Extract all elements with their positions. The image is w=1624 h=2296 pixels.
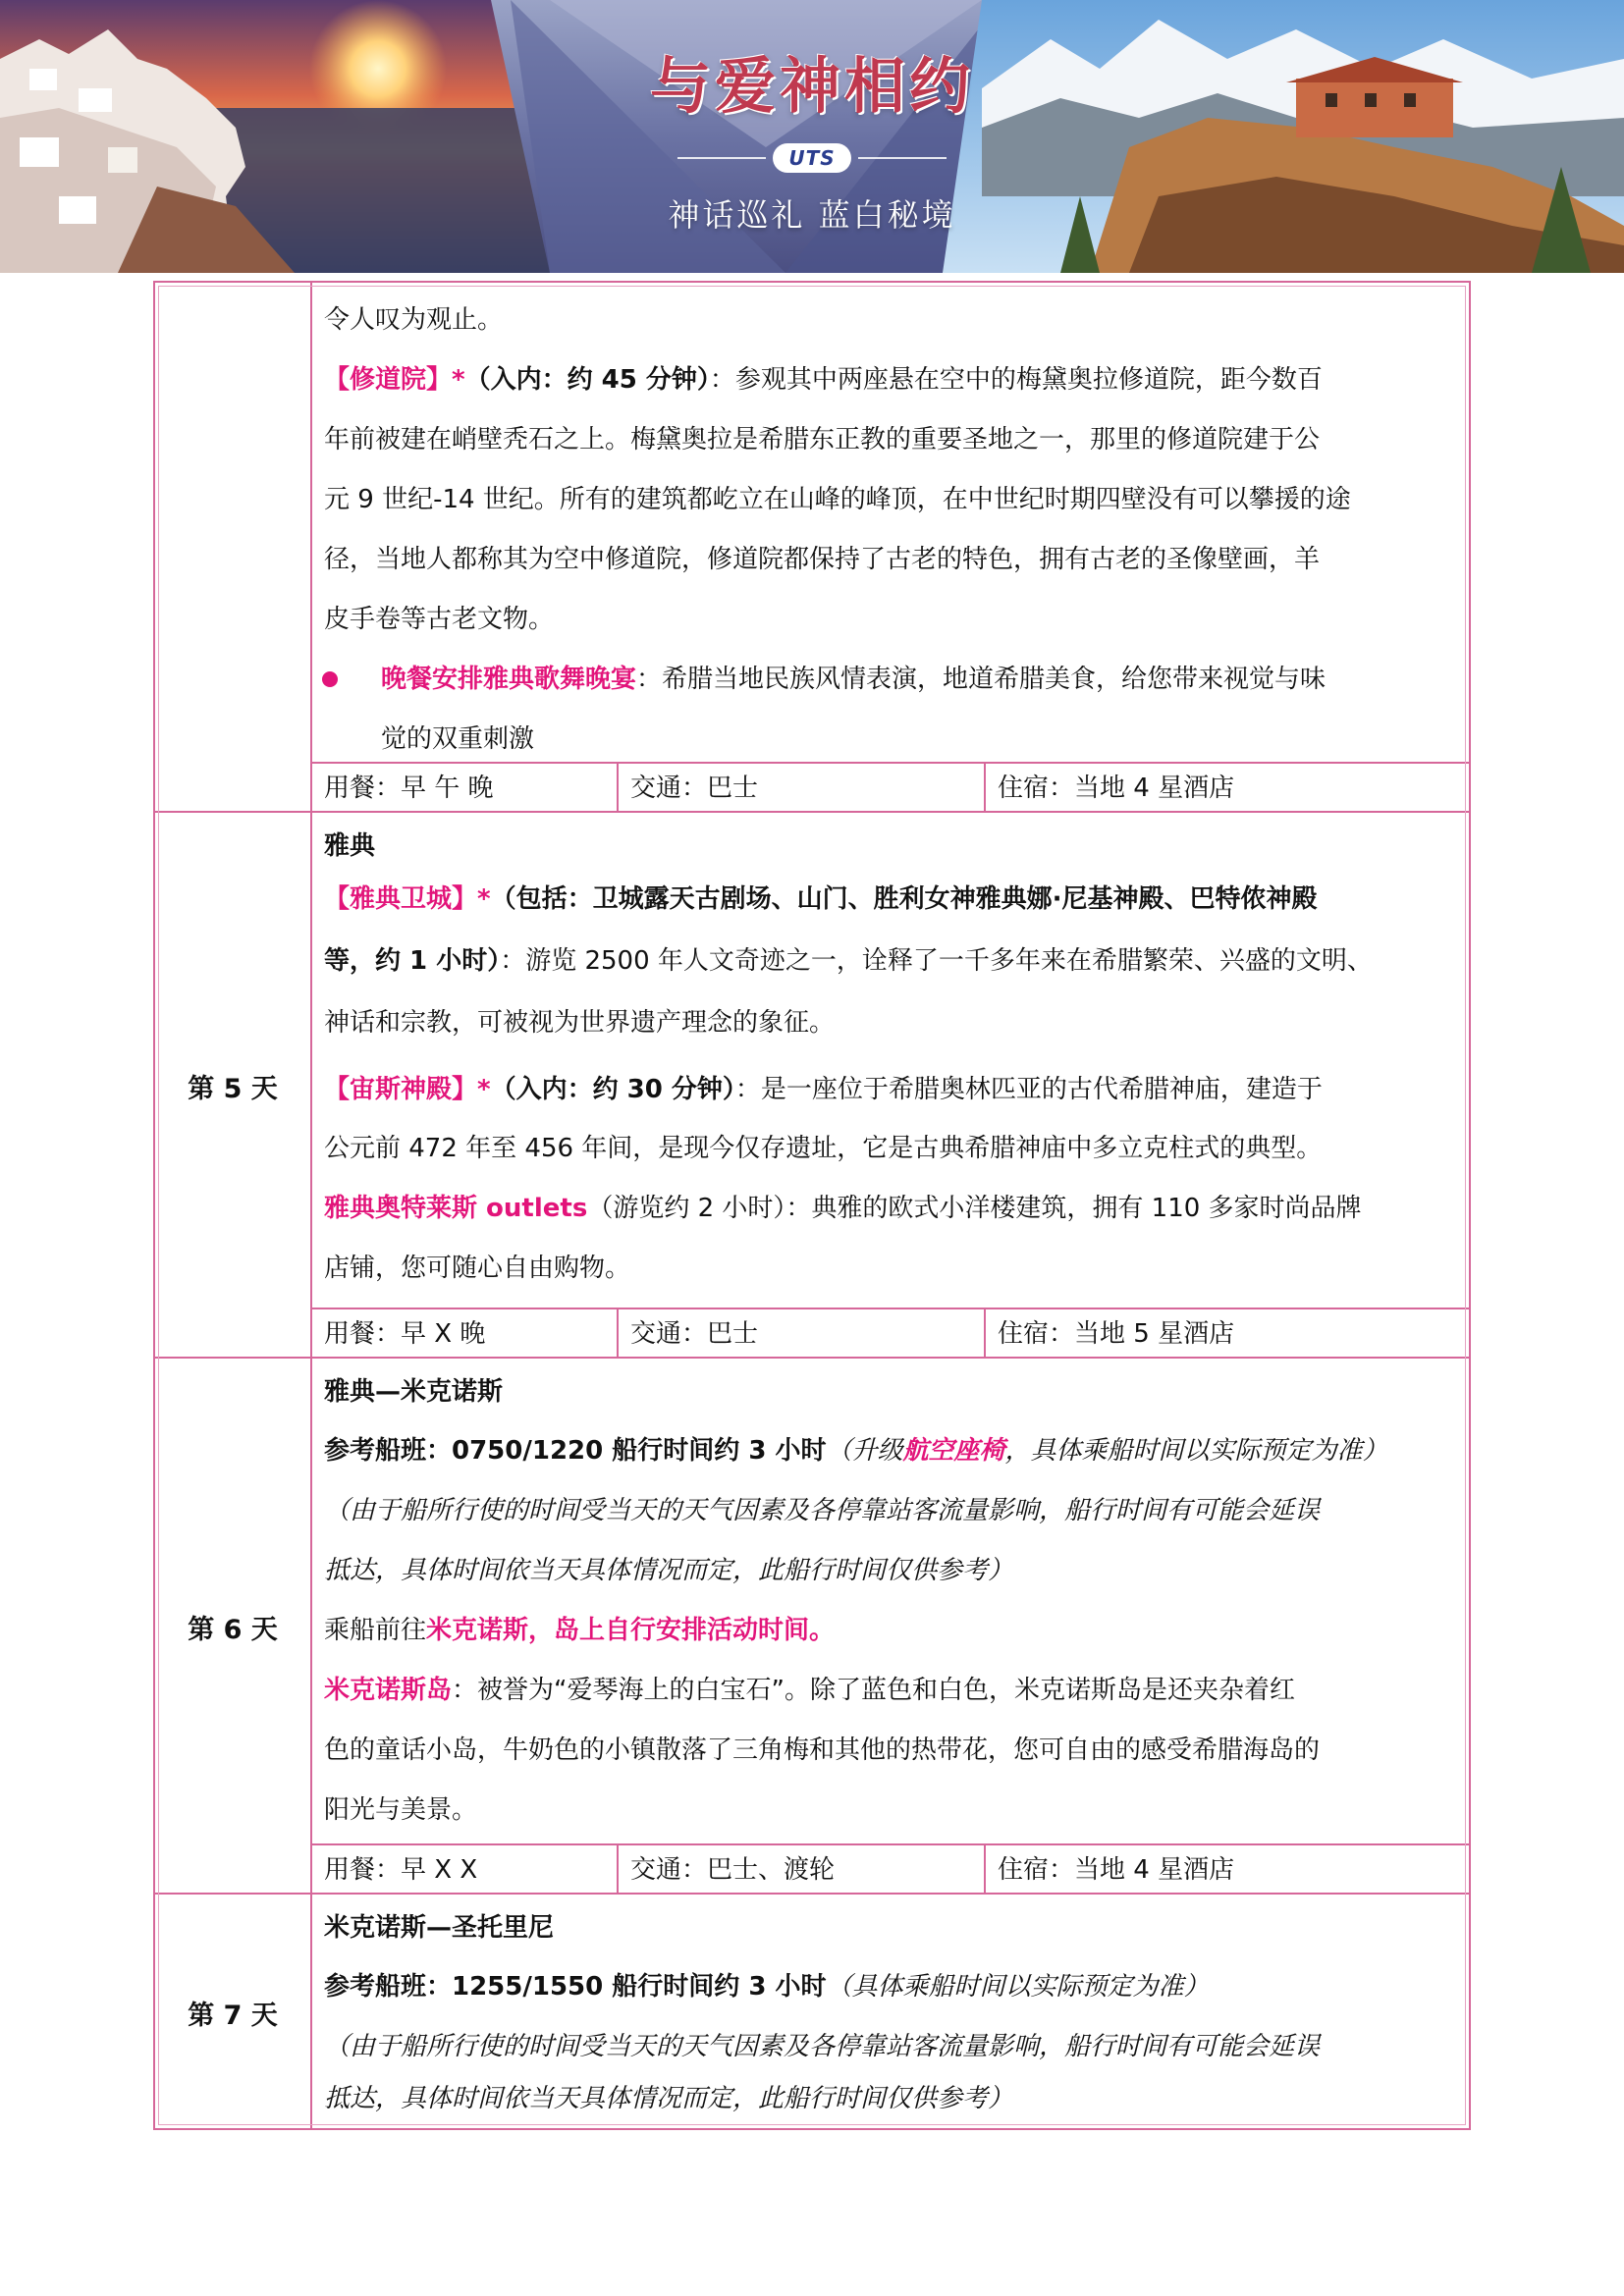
mykonos-highlight: 米克诺斯 (426, 1616, 529, 1645)
day-5-row (155, 811, 1469, 1359)
hotel-info: 住宿：当地 4 星酒店 (998, 1855, 1235, 1885)
day-6-line: 雅典—米克诺斯 (324, 1377, 504, 1407)
day-6-label: 第 6 天 (155, 1359, 312, 1895)
outlets-highlight: 雅典奥特莱斯 outlets (324, 1194, 588, 1223)
day-7-line: 米克诺斯—圣托里尼 (324, 1913, 555, 1943)
day-6-line (324, 1673, 1295, 1708)
zeus-temple-highlight: 【宙斯神殿】* (324, 1075, 491, 1104)
day-4-line: 元 9 世纪-14 世纪。所有的建筑都屹立在山峰的峰顶，在中世纪时期四壁没有可以攀援的途 (324, 485, 1351, 514)
meal-info: 用餐：早 X X (312, 1845, 619, 1895)
day-4-info-row (312, 762, 1469, 813)
monastery-desc: ：参观其中两座悬在空中的梅黛奥拉修道院，距今数百 (709, 365, 1323, 395)
ferry-note-close: ，具体乘船时间以实际预定为准） (1004, 1436, 1388, 1466)
day-5-line: 雅典 (324, 831, 376, 861)
day-5-line (324, 881, 1318, 917)
day-6-info-row (312, 1843, 1469, 1895)
day-4-line: 皮手卷等古老文物。 (324, 605, 555, 634)
day-6-line: 阳光与美景。 (324, 1795, 478, 1825)
banner-subtitle: 神话巡礼 蓝白秘境 (668, 196, 956, 234)
transport-info: 交通：巴士 (619, 764, 986, 813)
acropolis-includes: （包括：卫城露天古剧场、山门、胜利女神雅典娜·尼基神殿、巴特侬神殿 (490, 884, 1318, 914)
hotel-info: 住宿：当地 4 星酒店 (998, 774, 1235, 803)
day-6-line (324, 1433, 1388, 1468)
ferry-schedule: 参考船班：1255/1550 船行时间约 3 小时 (324, 1972, 827, 2002)
uts-logo: UTS (773, 143, 851, 173)
sail-to-text: 乘船前往 (324, 1616, 427, 1645)
bullet-icon (322, 671, 338, 687)
day-5-line: 神话和宗教，可被视为世界遗产理念的象征。 (324, 1008, 836, 1038)
day-6-line: （由于船所行使的时间受当天的天气因素及各停靠站客流量影响，船行时间有可能会延误 (324, 1496, 1321, 1525)
mykonos-island-highlight: 米克诺斯岛 (324, 1676, 453, 1705)
day-4-label (155, 283, 312, 811)
day-5-line (324, 943, 1373, 979)
day-5-line (324, 1191, 1362, 1226)
mykonos-desc: ：被誉为“爱琴海上的白宝石”。除了蓝色和白色，米克诺斯岛是还夹杂着红 (452, 1676, 1295, 1705)
day-7-row (155, 1893, 1469, 2130)
transport-info: 交通：巴士 (619, 1309, 986, 1359)
day-4-line: 觉的双重刺激 (381, 724, 535, 754)
transport-info: 交通：巴士、渡轮 (619, 1845, 986, 1895)
banner-divider-right (858, 157, 947, 159)
day-7-line (324, 1969, 1210, 2004)
dinner-show-desc: ：希腊当地民族风情表演，地道希腊美食，给您带来视觉与味 (636, 665, 1326, 694)
outlets-desc: （游览约 2 小时）：典雅的欧式小洋楼建筑，拥有 110 多家时尚品牌 (587, 1194, 1362, 1223)
day-4-line (381, 662, 1326, 697)
zeus-temple-desc: ：是一座位于希腊奥林匹亚的古代希腊神庙，建造于 (734, 1075, 1323, 1104)
day-5-line: 店铺，您可随心自由购物。 (324, 1254, 631, 1283)
header-banner (0, 0, 1624, 273)
day-6-row (155, 1357, 1469, 1895)
day-4-line (324, 362, 1323, 398)
day-6-line: 色的童话小岛，牛奶色的小镇散落了三角梅和其他的热带花，您可自由的感受希腊海岛的 (324, 1735, 1321, 1765)
day-6-line: 抵达，具体时间依当天具体情况而定，此船行时间仅供参考） (324, 1556, 1014, 1585)
banner-divider-left (677, 157, 766, 159)
day-4-line: 年前被建在峭壁秃石之上。梅黛奥拉是希腊东正教的重要圣地之一，那里的修道院建于公 (324, 425, 1321, 454)
acropolis-duration: 等，约 1 小时） (324, 946, 501, 976)
ferry-note: （具体乘船时间以实际预定为准） (826, 1972, 1210, 2002)
meal-info: 用餐：早 X 晚 (312, 1309, 619, 1359)
zeus-temple-duration: （入内：约 30 分钟） (490, 1075, 735, 1104)
day-6-line (324, 1613, 835, 1648)
dinner-show-highlight: 晚餐安排雅典歌舞晚宴 (381, 665, 637, 694)
banner-title: 与爱神相约 (649, 50, 974, 122)
day-5-info-row (312, 1308, 1469, 1359)
monastery-duration: （入内：约 45 分钟） (464, 365, 710, 395)
day-7-label: 第 7 天 (155, 1895, 312, 2130)
meal-info: 用餐：早 午 晚 (312, 764, 619, 813)
acropolis-highlight: 【雅典卫城】* (324, 884, 491, 914)
airline-seat-highlight: 航空座椅 (902, 1436, 1005, 1466)
day-4-line: 径，当地人都称其为空中修道院，修道院都保持了古老的特色，拥有古老的圣像壁画，羊 (324, 545, 1321, 574)
day-4-line: 令人叹为观止。 (324, 305, 504, 335)
day-4-row (155, 283, 1469, 811)
day-7-line: 抵达，具体时间依当天具体情况而定，此船行时间仅供参考） (324, 2084, 1014, 2113)
ferry-note-open: （升级 (826, 1436, 903, 1466)
day-5-line: 公元前 472 年至 456 年间，是现今仅存遗址，它是古典希腊神庙中多立克柱式的典型。 (324, 1134, 1323, 1163)
day-5-line (324, 1072, 1323, 1107)
day-7-line: （由于船所行使的时间受当天的天气因素及各停靠站客流量影响，船行时间有可能会延误 (324, 2032, 1321, 2061)
hotel-info: 住宿：当地 5 星酒店 (998, 1319, 1235, 1349)
monastery-highlight: 【修道院】* (324, 365, 465, 395)
itinerary-table (153, 281, 1471, 2130)
day-5-label: 第 5 天 (155, 813, 312, 1359)
free-time-highlight: ，岛上自行安排活动时间。 (528, 1616, 836, 1645)
ferry-schedule: 参考船班：0750/1220 船行时间约 3 小时 (324, 1436, 827, 1466)
acropolis-desc: ：游览 2500 年人文奇迹之一，诠释了一千多年来在希腊繁荣、兴盛的文明、 (500, 946, 1373, 976)
